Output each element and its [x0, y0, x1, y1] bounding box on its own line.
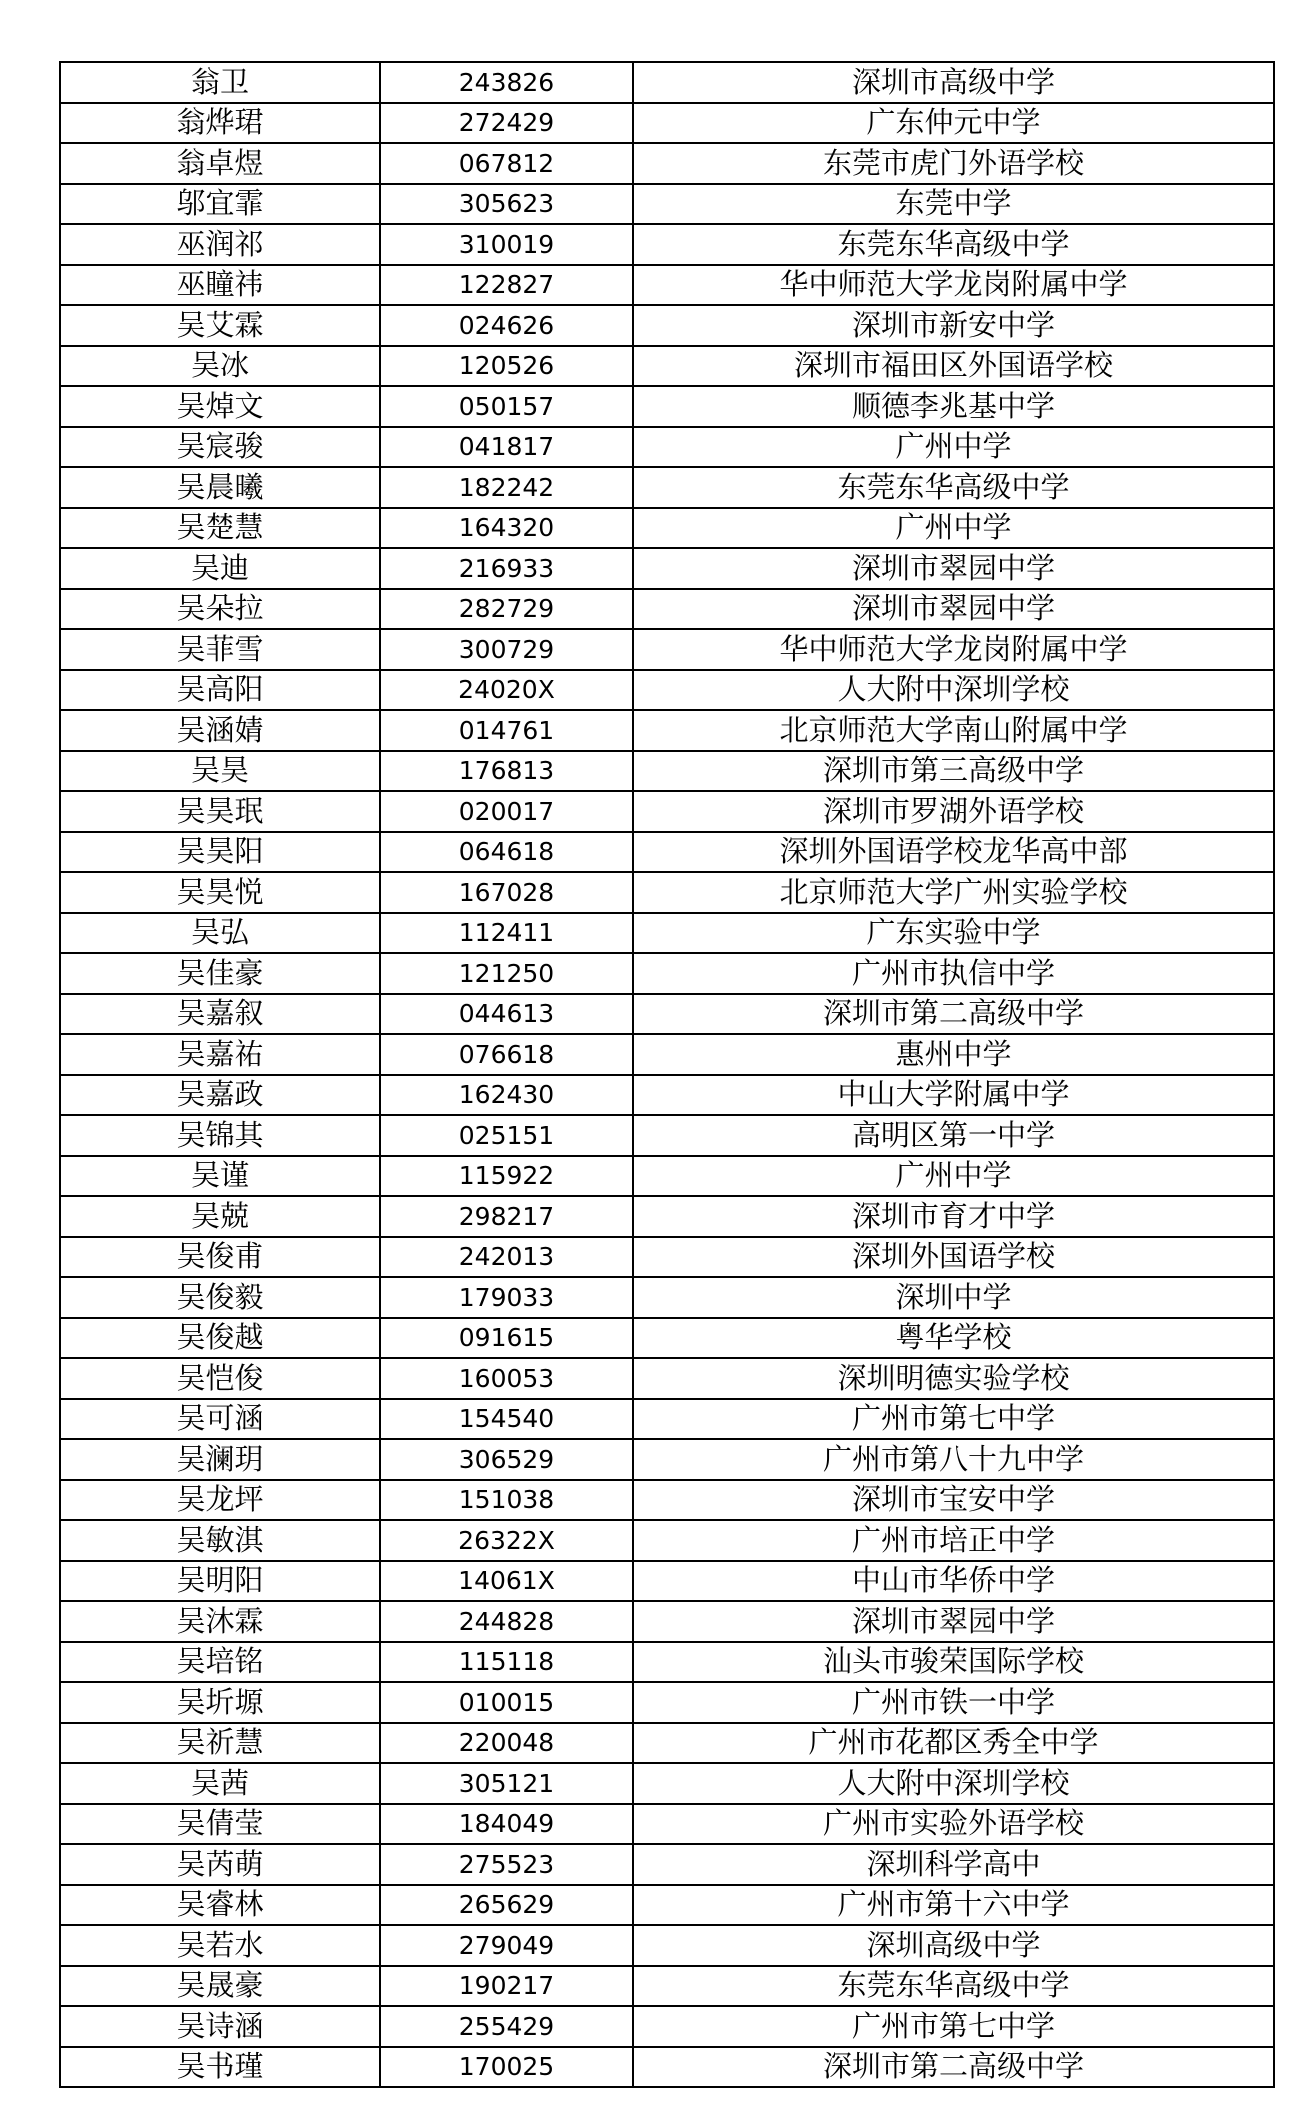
school-name-cell: 深圳明德实验学校 [633, 1358, 1274, 1399]
table-row [60, 1439, 1274, 1480]
student-id-cell: 064618 [380, 832, 633, 873]
student-id-cell: 041817 [380, 427, 633, 468]
table-row [60, 710, 1274, 751]
student-id-cell: 024626 [380, 305, 633, 346]
school-name-cell: 东莞东华高级中学 [633, 467, 1274, 508]
table-row [60, 994, 1274, 1035]
table-row [60, 791, 1274, 832]
student-name-cell: 吴倩莹 [60, 1804, 380, 1845]
student-name-cell: 吴明阳 [60, 1561, 380, 1602]
student-name-cell: 吴俊越 [60, 1318, 380, 1359]
student-id-cell: 275523 [380, 1844, 633, 1885]
school-name-cell: 深圳市新安中学 [633, 305, 1274, 346]
table-row [60, 1480, 1274, 1521]
table-row [60, 467, 1274, 508]
table-row [60, 751, 1274, 792]
school-name-cell: 深圳外国语学校 [633, 1237, 1274, 1278]
student-id-cell: 305121 [380, 1763, 633, 1804]
school-name-cell: 人大附中深圳学校 [633, 1763, 1274, 1804]
school-name-cell: 顺德李兆基中学 [633, 386, 1274, 427]
student-name-cell: 吴茜 [60, 1763, 380, 1804]
table-row [60, 508, 1274, 549]
table-row [60, 143, 1274, 184]
student-name-cell: 吴沐霖 [60, 1601, 380, 1642]
school-name-cell: 北京师范大学广州实验学校 [633, 872, 1274, 913]
school-name-cell: 广州市培正中学 [633, 1520, 1274, 1561]
table-row [60, 1885, 1274, 1926]
table-row [60, 1156, 1274, 1197]
school-name-cell: 广州市第十六中学 [633, 1885, 1274, 1926]
table-row [60, 427, 1274, 468]
school-name-cell: 东莞东华高级中学 [633, 1966, 1274, 2007]
student-name-cell: 吴睿林 [60, 1885, 380, 1926]
table-row [60, 832, 1274, 873]
student-name-cell: 吴朵拉 [60, 589, 380, 630]
student-id-cell: 154540 [380, 1399, 633, 1440]
school-name-cell: 深圳市翠园中学 [633, 1601, 1274, 1642]
student-id-cell: 067812 [380, 143, 633, 184]
school-name-cell: 中山大学附属中学 [633, 1075, 1274, 1116]
table-row [60, 1277, 1274, 1318]
school-name-cell: 广东实验中学 [633, 913, 1274, 954]
school-name-cell: 广州中学 [633, 1156, 1274, 1197]
student-id-cell: 243826 [380, 62, 633, 103]
student-id-cell: 162430 [380, 1075, 633, 1116]
student-id-cell: 184049 [380, 1804, 633, 1845]
student-name-cell: 吴昊珉 [60, 791, 380, 832]
student-name-cell: 吴祈慧 [60, 1723, 380, 1764]
student-name-cell: 翁卫 [60, 62, 380, 103]
student-id-cell: 182242 [380, 467, 633, 508]
table-row [60, 1723, 1274, 1764]
student-name-cell: 吴嘉政 [60, 1075, 380, 1116]
school-name-cell: 深圳科学高中 [633, 1844, 1274, 1885]
table-row [60, 103, 1274, 144]
school-name-cell: 深圳市翠园中学 [633, 548, 1274, 589]
school-name-cell: 广州中学 [633, 427, 1274, 468]
student-name-cell: 吴菲雪 [60, 629, 380, 670]
student-name-cell: 吴昊阳 [60, 832, 380, 873]
student-id-cell: 122827 [380, 265, 633, 306]
school-name-cell: 深圳市第三高级中学 [633, 751, 1274, 792]
school-name-cell: 深圳市高级中学 [633, 62, 1274, 103]
school-name-cell: 深圳市罗湖外语学校 [633, 791, 1274, 832]
student-name-cell: 吴若水 [60, 1925, 380, 1966]
student-name-cell: 吴锦其 [60, 1115, 380, 1156]
student-name-cell: 吴培铭 [60, 1642, 380, 1683]
table-row [60, 1196, 1274, 1237]
student-id-cell: 310019 [380, 224, 633, 265]
school-name-cell: 广州市第七中学 [633, 2006, 1274, 2047]
student-id-cell: 091615 [380, 1318, 633, 1359]
school-name-cell: 广州市铁一中学 [633, 1682, 1274, 1723]
student-name-cell: 吴晨曦 [60, 467, 380, 508]
student-id-cell: 298217 [380, 1196, 633, 1237]
student-id-cell: 112411 [380, 913, 633, 954]
student-name-cell: 翁卓煜 [60, 143, 380, 184]
roster-body [60, 62, 1274, 2087]
student-name-cell: 吴谨 [60, 1156, 380, 1197]
school-name-cell: 深圳市翠园中学 [633, 589, 1274, 630]
school-name-cell: 东莞东华高级中学 [633, 224, 1274, 265]
table-row [60, 1075, 1274, 1116]
school-name-cell: 深圳市育才中学 [633, 1196, 1274, 1237]
school-name-cell: 深圳市第二高级中学 [633, 2047, 1274, 2088]
student-name-cell: 吴芮萌 [60, 1844, 380, 1885]
school-name-cell: 东莞中学 [633, 184, 1274, 225]
student-id-cell: 170025 [380, 2047, 633, 2088]
student-id-cell: 14061X [380, 1561, 633, 1602]
table-row [60, 1601, 1274, 1642]
school-name-cell: 深圳市第二高级中学 [633, 994, 1274, 1035]
table-row [60, 1804, 1274, 1845]
student-id-cell: 305623 [380, 184, 633, 225]
student-name-cell: 吴嘉祐 [60, 1034, 380, 1075]
student-name-cell: 吴敏淇 [60, 1520, 380, 1561]
school-name-cell: 惠州中学 [633, 1034, 1274, 1075]
student-id-cell: 190217 [380, 1966, 633, 2007]
student-name-cell: 吴焯文 [60, 386, 380, 427]
student-name-cell: 吴昊悦 [60, 872, 380, 913]
school-name-cell: 广东仲元中学 [633, 103, 1274, 144]
student-name-cell: 吴诗涵 [60, 2006, 380, 2047]
table-row [60, 589, 1274, 630]
school-name-cell: 深圳市福田区外国语学校 [633, 346, 1274, 387]
table-row [60, 265, 1274, 306]
school-name-cell: 深圳外国语学校龙华高中部 [633, 832, 1274, 873]
table-row [60, 386, 1274, 427]
table-row [60, 1318, 1274, 1359]
school-name-cell: 高明区第一中学 [633, 1115, 1274, 1156]
student-name-cell: 吴澜玥 [60, 1439, 380, 1480]
table-row [60, 1925, 1274, 1966]
student-name-cell: 吴高阳 [60, 670, 380, 711]
student-id-cell: 020017 [380, 791, 633, 832]
student-name-cell: 吴俊甫 [60, 1237, 380, 1278]
student-id-cell: 167028 [380, 872, 633, 913]
student-name-cell: 吴龙坪 [60, 1480, 380, 1521]
student-name-cell: 吴弘 [60, 913, 380, 954]
student-name-cell: 吴迪 [60, 548, 380, 589]
school-name-cell: 汕头市骏荣国际学校 [633, 1642, 1274, 1683]
student-id-cell: 014761 [380, 710, 633, 751]
student-id-cell: 242013 [380, 1237, 633, 1278]
student-id-cell: 265629 [380, 1885, 633, 1926]
student-id-cell: 121250 [380, 953, 633, 994]
school-name-cell: 广州市实验外语学校 [633, 1804, 1274, 1845]
table-row [60, 1358, 1274, 1399]
student-id-cell: 076618 [380, 1034, 633, 1075]
school-name-cell: 人大附中深圳学校 [633, 670, 1274, 711]
student-name-cell: 吴俊毅 [60, 1277, 380, 1318]
table-row [60, 1115, 1274, 1156]
table-row [60, 872, 1274, 913]
school-name-cell: 深圳中学 [633, 1277, 1274, 1318]
student-id-cell: 010015 [380, 1682, 633, 1723]
table-row [60, 346, 1274, 387]
school-name-cell: 东莞市虎门外语学校 [633, 143, 1274, 184]
table-row [60, 629, 1274, 670]
table-row [60, 1561, 1274, 1602]
student-id-cell: 115922 [380, 1156, 633, 1197]
student-name-cell: 吴兢 [60, 1196, 380, 1237]
student-id-cell: 115118 [380, 1642, 633, 1683]
table-row [60, 1966, 1274, 2007]
student-id-cell: 164320 [380, 508, 633, 549]
student-id-cell: 179033 [380, 1277, 633, 1318]
school-name-cell: 北京师范大学南山附属中学 [633, 710, 1274, 751]
student-name-cell: 吴艾霖 [60, 305, 380, 346]
student-name-cell: 吴昊 [60, 751, 380, 792]
student-name-cell: 巫润祁 [60, 224, 380, 265]
table-row [60, 184, 1274, 225]
student-name-cell: 吴楚慧 [60, 508, 380, 549]
student-id-cell: 300729 [380, 629, 633, 670]
student-name-cell: 翁烨珺 [60, 103, 380, 144]
student-id-cell: 24020X [380, 670, 633, 711]
student-name-cell: 邬宜霏 [60, 184, 380, 225]
student-id-cell: 244828 [380, 1601, 633, 1642]
student-id-cell: 26322X [380, 1520, 633, 1561]
table-row [60, 2047, 1274, 2088]
school-name-cell: 广州市第七中学 [633, 1399, 1274, 1440]
school-name-cell: 华中师范大学龙岗附属中学 [633, 629, 1274, 670]
table-row [60, 1844, 1274, 1885]
table-row [60, 2006, 1274, 2047]
table-row [60, 1642, 1274, 1683]
student-name-cell: 吴恺俊 [60, 1358, 380, 1399]
school-name-cell: 中山市华侨中学 [633, 1561, 1274, 1602]
student-id-cell: 216933 [380, 548, 633, 589]
school-name-cell: 广州市执信中学 [633, 953, 1274, 994]
student-id-cell: 176813 [380, 751, 633, 792]
student-name-cell: 吴涵婧 [60, 710, 380, 751]
school-name-cell: 深圳市宝安中学 [633, 1480, 1274, 1521]
student-id-cell: 279049 [380, 1925, 633, 1966]
student-id-cell: 044613 [380, 994, 633, 1035]
table-row [60, 1682, 1274, 1723]
roster-table [59, 61, 1275, 2088]
student-id-cell: 220048 [380, 1723, 633, 1764]
student-name-cell: 吴圻塬 [60, 1682, 380, 1723]
table-row [60, 953, 1274, 994]
student-id-cell: 025151 [380, 1115, 633, 1156]
student-name-cell: 吴书瑾 [60, 2047, 380, 2088]
student-name-cell: 吴可涵 [60, 1399, 380, 1440]
student-id-cell: 050157 [380, 386, 633, 427]
school-name-cell: 华中师范大学龙岗附属中学 [633, 265, 1274, 306]
student-id-cell: 151038 [380, 1480, 633, 1521]
school-name-cell: 广州市第八十九中学 [633, 1439, 1274, 1480]
student-id-cell: 306529 [380, 1439, 633, 1480]
table-row [60, 305, 1274, 346]
table-row [60, 1520, 1274, 1561]
student-name-cell: 吴宸骏 [60, 427, 380, 468]
school-name-cell: 广州中学 [633, 508, 1274, 549]
table-row [60, 1763, 1274, 1804]
table-row [60, 548, 1274, 589]
student-name-cell: 巫瞳祎 [60, 265, 380, 306]
student-id-cell: 282729 [380, 589, 633, 630]
table-row [60, 1399, 1274, 1440]
student-id-cell: 160053 [380, 1358, 633, 1399]
table-row [60, 670, 1274, 711]
table-row [60, 62, 1274, 103]
student-name-cell: 吴冰 [60, 346, 380, 387]
student-name-cell: 吴晟豪 [60, 1966, 380, 2007]
student-id-cell: 120526 [380, 346, 633, 387]
student-id-cell: 272429 [380, 103, 633, 144]
student-name-cell: 吴佳豪 [60, 953, 380, 994]
school-name-cell: 广州市花都区秀全中学 [633, 1723, 1274, 1764]
student-id-cell: 255429 [380, 2006, 633, 2047]
table-row [60, 913, 1274, 954]
table-row [60, 1237, 1274, 1278]
table-row [60, 1034, 1274, 1075]
student-name-cell: 吴嘉叙 [60, 994, 380, 1035]
table-row [60, 224, 1274, 265]
school-name-cell: 深圳高级中学 [633, 1925, 1274, 1966]
school-name-cell: 粤华学校 [633, 1318, 1274, 1359]
